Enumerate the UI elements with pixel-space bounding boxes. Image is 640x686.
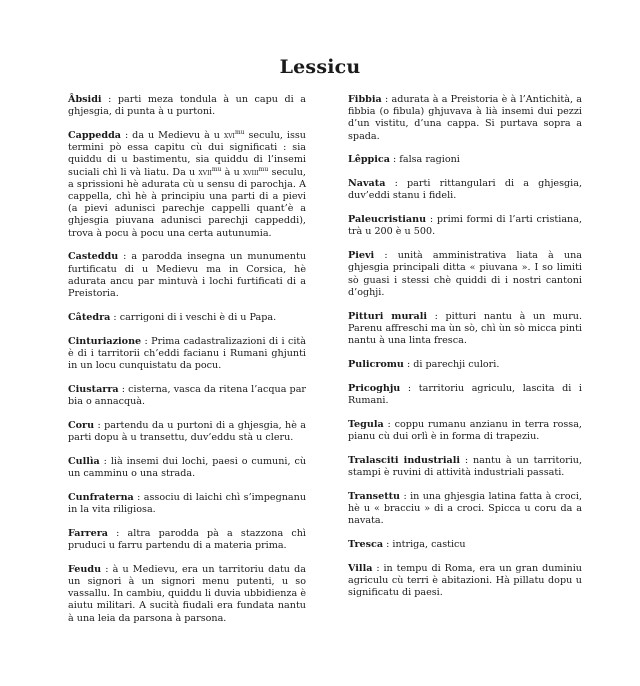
glossary-entry xyxy=(348,455,582,479)
glossary-definition: : à u Medievu, era un tarritoriu datu da un signori à un signori menu putenti, u so vassallu. In cambiu, quiddu li duvia ubbidienza è aiutu militari. A sucità fiudali era fundata nantu à una leia da parsona à parsona. xyxy=(68,563,306,624)
glossary-entry xyxy=(68,492,306,516)
glossary-entry xyxy=(68,384,306,408)
glossary-definition: : in tempu di Roma, era un gran duminiu agriculu cù terri è abitazioni. Hà pillatu dopu u significatu di paesi. xyxy=(348,562,582,599)
glossary-entry xyxy=(348,383,582,407)
glossary-term: Feudu xyxy=(68,563,102,575)
glossary-entry xyxy=(68,528,306,552)
glossary-entry xyxy=(348,250,582,299)
glossary-definition: : unità amministrativa liata à una ghjesgia principali ditta « piuvana ». I so limiti sò guasi i stessi chè quiddi di i nostri cantoni d’oghji. xyxy=(348,250,582,298)
glossary-column-right xyxy=(348,94,582,611)
glossary-entry xyxy=(348,491,582,528)
glossary-entry xyxy=(68,456,306,480)
glossary-definition: : a parodda insegna un munumentu furtificatu di u Medievu ma in Corsica, hè adurata ancu par mintuvà i lochi furtificati di a Preistoria. xyxy=(68,251,306,300)
glossary-term: Cappedda xyxy=(68,130,122,141)
glossary-entry xyxy=(348,94,582,143)
glossary-term: Transettu xyxy=(348,490,401,502)
glossary-entry xyxy=(68,94,306,118)
glossary-term: Cinturiazione xyxy=(68,335,142,347)
glossary-term: Pitturi murali xyxy=(348,310,427,322)
glossary-entry xyxy=(68,251,306,300)
glossary-definition: : da u Medievu à u xvi$^{mu}$ seculu, issu termini pò essa capitu cù dui significati : sia quiddu di u bastimentu, sia quiddu di l’insemi suciali chì li và liatu. Da u xvii$^{mu}$ à u xviii$^{mu}$ seculu, a sprissioni hè adurata cù u sensu di parochja. A cappella, chì hè à principiu una parti di a pievi (a pievi adunisci parechje cappelli quant’è a ghjesgia piuvana adunisci parechji cappeddi), trova à pocu à pocu una certa autunumia. xyxy=(68,128,306,239)
glossary-term: Lêppica xyxy=(348,154,390,166)
glossary-term: Farrera xyxy=(68,527,108,539)
glossary-definition: : partendu da u purtoni di a ghjesgia, hè a parti dopu à u transettu, duv’eddu stà u cleru. xyxy=(68,419,306,444)
glossary-definition: : coppu rumanu anzianu in terra rossa, pianu cù dui orlì è in forma di trapeziu. xyxy=(348,418,582,442)
glossary-definition: : nantu à un tarritoriu, stampi è ruvini di attività industriali passati. xyxy=(348,454,582,478)
glossary-entry xyxy=(68,564,306,625)
glossary-term: Câtedra xyxy=(68,311,111,323)
glossary-term: Navata xyxy=(348,178,386,190)
glossary-term: Pulicromu xyxy=(348,358,404,370)
glossary-definition: : Prima cadastralizazioni di i cità è di i tarritorii ch’eddi facianu i Rumani ghjunti in un locu cunquistatu da pocu. xyxy=(68,335,306,372)
glossary-entry xyxy=(68,312,306,324)
glossary-definition: : lià insemi dui lochi, paesi o cumuni, cù un camminu o una strada. xyxy=(68,455,306,480)
glossary-term: Tralasciti industriali xyxy=(348,454,461,466)
glossary-definition: : pitturi nantu à un muru. Parenu affreschi ma ùn sò, chì ùn sò micca pinti nantu à una linta fresca. xyxy=(348,310,583,347)
glossary-term: Tresca xyxy=(348,538,384,550)
glossary-definition: : intriga, casticu xyxy=(383,538,466,550)
glossary-entry xyxy=(348,214,582,238)
glossary-column-left xyxy=(68,94,306,636)
glossary-entry xyxy=(348,563,582,600)
glossary-definition: : carrigoni di i veschi è di u Papa. xyxy=(110,311,277,323)
glossary-term: Casteddu xyxy=(68,251,119,263)
glossary-entry xyxy=(68,420,306,444)
glossary-definition: : cisterna, vasca da ritena l’acqua par bia o annacquà. xyxy=(68,383,306,408)
glossary-entry xyxy=(348,419,582,443)
glossary-term: Pricoghju xyxy=(348,382,401,394)
glossary-entry xyxy=(68,336,306,373)
glossary-definition: : altra parodda pà a stazzona chì pruduci u farru partendu di a materia prima. xyxy=(68,527,306,552)
glossary-entry xyxy=(348,154,582,166)
glossary-term: Fibbia xyxy=(348,94,382,105)
glossary-term: Âbsidi xyxy=(68,94,102,105)
glossary-definition: : tarritoriu agriculu, lascita di i Rumani. xyxy=(348,382,582,406)
glossary-term: Pievi xyxy=(348,250,375,262)
glossary-term: Cunfraterna xyxy=(68,491,134,503)
glossary-entry xyxy=(68,130,306,240)
glossary-definition: : parti meza tondula à un capu di a ghjesgia, di punta à u purtoni. xyxy=(68,94,306,118)
glossary-definition: : parti rittangulari di a ghjesgia, duv’eddi stanu i fideli. xyxy=(348,178,582,202)
glossary-definition: : associu di laichi chì s’impegnanu in la vita riligiosa. xyxy=(68,491,306,516)
glossary-entry xyxy=(348,539,582,551)
glossary-term: Paleucristianu xyxy=(348,214,427,226)
glossary-definition: : in una ghjesgia latina fatta à croci, hè u « bracciu » di a croci. Spicca u coru da a navata. xyxy=(348,490,582,527)
page-title: Lessicu xyxy=(279,56,361,78)
glossary-entry xyxy=(348,311,582,348)
glossary-term: Villa xyxy=(348,562,373,574)
glossary-term: Tegula xyxy=(348,418,384,430)
glossary-term: Ciustarra xyxy=(68,383,119,395)
glossary-entry xyxy=(348,178,582,202)
glossary-term: Cullìa xyxy=(68,455,100,467)
glossary-definition: : primi formi di l’arti cristiana, trà u 200 è u 500. xyxy=(348,214,582,238)
glossary-definition: : falsa ragioni xyxy=(389,154,460,166)
glossary-definition: : adurata à a Preistoria è à l’Antichità, a fibbia (o fibula) ghjuvava à lià insemi dui pezzi d’un vistitu, d’una cappa. Si purtava sopra a spada. xyxy=(348,94,582,142)
glossary-term: Coru xyxy=(68,419,95,431)
glossary-entry xyxy=(348,359,582,371)
glossary-definition: : di parechji culori. xyxy=(403,358,500,370)
